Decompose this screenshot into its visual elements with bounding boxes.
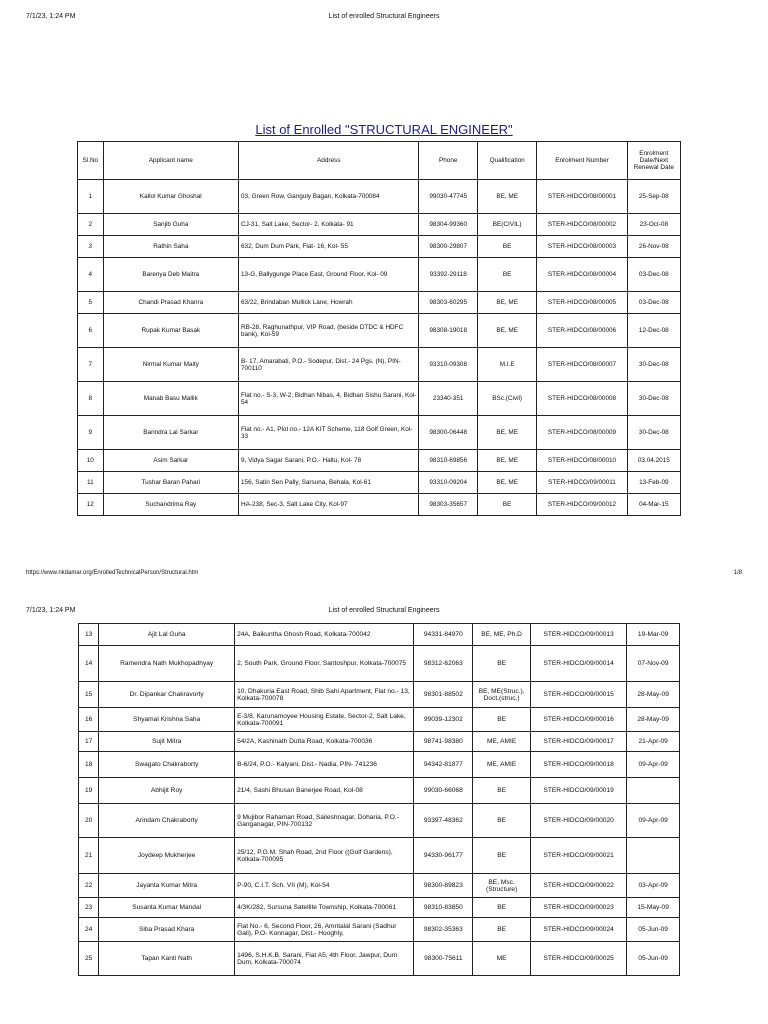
enrolment-number-cell: STER-HIDCO/09/00019 <box>530 778 626 804</box>
sl-cell: 18 <box>79 752 99 778</box>
sl-cell: 17 <box>79 732 99 752</box>
enrolment-number-cell: STER-HIDCO/09/00020 <box>530 804 626 838</box>
name-cell: Sujit Mitra <box>99 732 235 752</box>
print-title: List of enrolled Structural Engineers <box>328 13 440 20</box>
qualification-cell: BE, ME <box>477 180 536 214</box>
address-cell: Flat No.- 6, Second Floor, 26, Amritalal Sarani (Sadhur Gali), P.O- Konnagar, Dist.- Hooghly, <box>235 918 414 942</box>
col-header-enrolment-number: Enrolment Number <box>537 142 627 180</box>
address-cell: 632, Dum Dum Park, Flat- 16, Kol- 55 <box>238 236 418 258</box>
qualification-cell: BE <box>473 898 531 918</box>
enrolment-date-cell: 03-Dec-08 <box>627 258 680 292</box>
enrolment-number-cell: STER-HIDCO/09/00017 <box>530 732 626 752</box>
enrolment-date-cell: 23-Oct-08 <box>627 214 680 236</box>
table-row <box>79 708 680 732</box>
name-cell: Abhijit Roy <box>99 778 235 804</box>
phone-cell: 93397-48362 <box>414 804 473 838</box>
sl-cell: 25 <box>79 942 99 976</box>
enrolment-number-cell: STER-HIDCO/08/00010 <box>537 450 627 472</box>
qualification-cell: BE, ME <box>477 416 536 450</box>
table-row <box>79 942 680 976</box>
print-header <box>0 10 768 24</box>
sl-cell: 3 <box>78 236 104 258</box>
name-cell: Shyamal Krishna Saha <box>99 708 235 732</box>
table-row <box>79 804 680 838</box>
name-cell: Chandi Prasad Khanra <box>103 292 238 314</box>
address-cell: 9 Mujibor Rahaman Road, Saileshnagar, Doharia, P.O.- Ganganagar, PIN-700132 <box>235 804 414 838</box>
enrolment-number-cell: STER-HIDCO/09/00015 <box>530 682 626 708</box>
enrolment-number-cell: STER-HIDCO/08/00005 <box>537 292 627 314</box>
print-datetime-page2: 7/1/23, 1:24 PM <box>26 607 76 614</box>
table-row <box>79 752 680 778</box>
table-row <box>78 472 681 494</box>
phone-cell: 98308-19018 <box>419 314 477 348</box>
qualification-cell: BE <box>473 646 531 682</box>
enrolment-number-cell: STER-HIDCO/08/00004 <box>537 258 627 292</box>
enrolment-date-cell: 28-May-09 <box>627 682 680 708</box>
col-header-qualification: Qualification <box>477 142 536 180</box>
enrolment-number-cell: STER-HIDCO/08/00002 <box>537 214 627 236</box>
phone-cell: 98741-98380 <box>414 732 473 752</box>
name-cell: Swagato Chakraborty <box>99 752 235 778</box>
sl-cell: 12 <box>78 494 104 516</box>
sl-cell: 23 <box>79 898 99 918</box>
name-cell: Jayanta Kumar Mitra <box>99 874 235 898</box>
table-row <box>78 314 681 348</box>
col-header-phone: Phone <box>419 142 477 180</box>
qualification-cell: BE, ME <box>477 450 536 472</box>
col-header-address: Address <box>238 142 418 180</box>
table-row <box>79 646 680 682</box>
enrolment-date-cell: 09-Apr-09 <box>627 804 680 838</box>
engineers-table-page2 <box>78 623 680 976</box>
sl-cell: 4 <box>78 258 104 292</box>
enrolment-date-cell: 15-May-09 <box>627 898 680 918</box>
name-cell: Barenya Deb Maitra <box>103 258 238 292</box>
table-row <box>78 348 681 382</box>
enrolment-date-cell: 05-Jun-09 <box>627 942 680 976</box>
table-row <box>78 450 681 472</box>
enrolment-date-cell: 28-May-09 <box>627 708 680 732</box>
phone-cell: 94331-84970 <box>414 624 473 646</box>
table-row <box>79 778 680 804</box>
address-cell: 21/4, Sashi Bhusan Banerjee Road, Kol-08 <box>235 778 414 804</box>
sl-cell: 16 <box>79 708 99 732</box>
enrolment-number-cell: STER-HIDCO/09/00021 <box>530 838 626 874</box>
table-row <box>79 918 680 942</box>
qualification-cell: BE <box>477 258 536 292</box>
phone-cell: 98302-35363 <box>414 918 473 942</box>
sl-cell: 19 <box>79 778 99 804</box>
enrolment-date-cell: 26-Nov-08 <box>627 236 680 258</box>
enrolment-number-cell: STER-HIDCO/08/00001 <box>537 180 627 214</box>
name-cell: Sanjib Guha <box>103 214 238 236</box>
phone-cell: 98304-99360 <box>419 214 477 236</box>
name-cell: Ramendra Nath Mukhopadhyay <box>99 646 235 682</box>
enrolment-number-cell: STER-HIDCO/09/00023 <box>530 898 626 918</box>
table-row <box>79 624 680 646</box>
address-cell: 1496, S.H.K.B. Sarani, Flat A5, 4th Floor, Jawpur, Dum Dum, Kolkata-700074 <box>235 942 414 976</box>
qualification-cell: BE <box>473 804 531 838</box>
sl-cell: 8 <box>78 382 104 416</box>
table-row <box>78 236 681 258</box>
col-header-slno: Sl.No <box>78 142 104 180</box>
phone-cell: 98310-69856 <box>419 450 477 472</box>
qualification-cell: M.I.E <box>477 348 536 382</box>
address-cell: 4/3K/282, Sursuna Satellite Township, Kolkata-700061 <box>235 898 414 918</box>
table-row <box>78 416 681 450</box>
enrolment-date-cell <box>627 838 680 874</box>
address-cell: Flat no.- A1, Plot no.- 12A KIT Scheme, 118 Golf Green, Kol-33 <box>238 416 418 450</box>
enrolment-date-cell: 19-Mar-09 <box>627 624 680 646</box>
table-row <box>79 898 680 918</box>
name-cell: Siba Prasad Khara <box>99 918 235 942</box>
sl-cell: 20 <box>79 804 99 838</box>
sl-cell: 22 <box>79 874 99 898</box>
address-cell: HA-238, Sec-3, Salt Lake City, Kol-97 <box>238 494 418 516</box>
document-title: List of Enrolled "STRUCTURAL ENGINEER" <box>255 122 513 137</box>
print-header-page2 <box>0 604 768 618</box>
sl-cell: 2 <box>78 214 104 236</box>
address-cell: 2, South Park, Ground Floor, Santoshpur, Kolkata-700075 <box>235 646 414 682</box>
name-cell: Asim Sarkar <box>103 450 238 472</box>
address-cell: 156, Satin Sen Pally, Sarsuna, Behala, Kol-61 <box>238 472 418 494</box>
print-footer <box>0 566 768 580</box>
name-cell: Ajit Lal Guha <box>99 624 235 646</box>
phone-cell: 98303-60295 <box>419 292 477 314</box>
name-cell: Barindra Lal Sarkar <box>103 416 238 450</box>
enrolment-date-cell: 30-Dec-08 <box>627 416 680 450</box>
enrolment-number-cell: STER-HIDCO/09/00016 <box>530 708 626 732</box>
footer-url[interactable]: https://www.nkdamar.org/EnrolledTechnicalPerson/Structural.htm <box>26 570 199 576</box>
name-cell: Susanta Kumar Mandal <box>99 898 235 918</box>
table-row <box>78 180 681 214</box>
qualification-cell: ME, AMIE <box>473 752 531 778</box>
phone-cell: 93310-09308 <box>419 348 477 382</box>
phone-cell: 23340-351 <box>419 382 477 416</box>
phone-cell: 98300-89823 <box>414 874 473 898</box>
col-header-name: Applicant name <box>103 142 238 180</box>
enrolment-date-cell: 04-Mar-15 <box>627 494 680 516</box>
enrolment-date-cell: 07-Nov-09 <box>627 646 680 682</box>
enrolment-date-cell: 30-Dec-08 <box>627 382 680 416</box>
phone-cell: 98300-29807 <box>419 236 477 258</box>
col-header-enrolment-date: Enrolment Date/Next Renewal Date <box>627 142 680 180</box>
sl-cell: 6 <box>78 314 104 348</box>
qualification-cell: BE, ME, Ph.D <box>473 624 531 646</box>
address-cell: 25/12, P.G.M. Shah Road, 2nd Floor ((Golf Gardens), Kolkata-700095 <box>235 838 414 874</box>
sl-cell: 21 <box>79 838 99 874</box>
name-cell: Suchandrima Ray <box>103 494 238 516</box>
name-cell: Rupak Kumar Basak <box>103 314 238 348</box>
name-cell: Rathin Saha <box>103 236 238 258</box>
address-cell: E-3/8, Karunamoyee Housing Estate, Sector-2, Salt Lake, Kolkata-700091 <box>235 708 414 732</box>
table-row <box>78 292 681 314</box>
qualification-cell: BE <box>473 708 531 732</box>
enrolment-number-cell: STER-HIDCO/09/00018 <box>530 752 626 778</box>
sl-cell: 7 <box>78 348 104 382</box>
phone-cell: 98310-83850 <box>414 898 473 918</box>
sl-cell: 9 <box>78 416 104 450</box>
name-cell: Joydeep Mukherjee <box>99 838 235 874</box>
enrolment-date-cell: 03-Apr-09 <box>627 874 680 898</box>
sl-cell: 13 <box>79 624 99 646</box>
name-cell: Tapan Kanti Nath <box>99 942 235 976</box>
enrolment-number-cell: STER-HIDCO/08/00009 <box>537 416 627 450</box>
qualification-cell: BE <box>477 236 536 258</box>
print-title-page2: List of enrolled Structural Engineers <box>328 607 440 614</box>
qualification-cell: BE, ME <box>477 314 536 348</box>
table-row <box>79 682 680 708</box>
address-cell: 03, Green Row, Ganguly Bagan, Kolkata-700084 <box>238 180 418 214</box>
enrolment-date-cell: 21-Apr-09 <box>627 732 680 752</box>
address-cell: 10, Dhakuria East Road, Shib Sahi Apartment, Flat no.- 13, Kolkata-700078 <box>235 682 414 708</box>
table-header-row <box>78 142 681 180</box>
qualification-cell: BE <box>473 918 531 942</box>
table-row <box>78 258 681 292</box>
table-row <box>79 874 680 898</box>
table-row <box>78 382 681 416</box>
phone-cell: 98300-75611 <box>414 942 473 976</box>
name-cell: Kallol Kumar Ghoshal <box>103 180 238 214</box>
qualification-cell: ME, AMIE <box>473 732 531 752</box>
qualification-cell: BE, ME <box>477 292 536 314</box>
enrolment-date-cell: 25-Sep-08 <box>627 180 680 214</box>
enrolment-date-cell: 09-Apr-09 <box>627 752 680 778</box>
qualification-cell: ME <box>473 942 531 976</box>
enrolment-date-cell: 13-Feb-09 <box>627 472 680 494</box>
qualification-cell: BE, ME(Struc.), Doct.(struc.) <box>473 682 531 708</box>
enrolment-number-cell: STER-HIDCO/08/00003 <box>537 236 627 258</box>
phone-cell: 93392-29118 <box>419 258 477 292</box>
table-body-page2 <box>79 624 680 976</box>
phone-cell: 98301-88502 <box>414 682 473 708</box>
enrolment-number-cell: STER-HIDCO/09/00025 <box>530 942 626 976</box>
enrolment-number-cell: STER-HIDCO/09/00012 <box>537 494 627 516</box>
name-cell: Dr. Dipankar Chakravorty <box>99 682 235 708</box>
enrolment-date-cell: 05-Jun-09 <box>627 918 680 942</box>
enrolment-number-cell: STER-HIDCO/08/00008 <box>537 382 627 416</box>
footer-page-number: 1/8 <box>733 570 742 576</box>
sl-cell: 15 <box>79 682 99 708</box>
enrolment-number-cell: STER-HIDCO/09/00011 <box>537 472 627 494</box>
sl-cell: 14 <box>79 646 99 682</box>
address-cell: B-6/24, P.O.- Kalyani, Dist.- Nadia, PIN- 741236 <box>235 752 414 778</box>
address-cell: 24A, Baikuntha Ghosh Road, Kolkata-700042 <box>235 624 414 646</box>
phone-cell: 99039-12302 <box>414 708 473 732</box>
address-cell: 63/22, Brindaban Mullick Lane, Howrah <box>238 292 418 314</box>
table-body-page1 <box>78 180 681 516</box>
address-cell: P-90, C.I.T. Sch. VII (M), Kol-54 <box>235 874 414 898</box>
enrolment-number-cell: STER-HIDCO/08/00007 <box>537 348 627 382</box>
enrolment-date-cell: 12-Dec-08 <box>627 314 680 348</box>
enrolment-date-cell: 03-Dec-08 <box>627 292 680 314</box>
sl-cell: 24 <box>79 918 99 942</box>
sl-cell: 1 <box>78 180 104 214</box>
enrolment-number-cell: STER-HIDCO/08/00006 <box>537 314 627 348</box>
qualification-cell: BE, ME <box>477 472 536 494</box>
table-row <box>79 732 680 752</box>
phone-cell: 99030-47745 <box>419 180 477 214</box>
phone-cell: 93310-09204 <box>419 472 477 494</box>
name-cell: Arindam Chakraborty <box>99 804 235 838</box>
address-cell: B- 17, Amarabati, P.O.- Sodepur, Dist.- 24 Pgs. (N), PIN- 700110 <box>238 348 418 382</box>
name-cell: Nirmal Kumar Maity <box>103 348 238 382</box>
sl-cell: 11 <box>78 472 104 494</box>
enrolment-number-cell: STER-HIDCO/09/00013 <box>530 624 626 646</box>
sl-cell: 10 <box>78 450 104 472</box>
address-cell: RB-28, Raghunathpur, VIP Road, (beside DTDC & HDFC bank), Kol-59 <box>238 314 418 348</box>
phone-cell: 98300-06448 <box>419 416 477 450</box>
enrolment-number-cell: STER-HIDCO/09/00014 <box>530 646 626 682</box>
print-datetime: 7/1/23, 1:24 PM <box>26 13 76 20</box>
qualification-cell: BE <box>473 838 531 874</box>
address-cell: 54/2A, Kashinath Dutta Road, Kolkata-700036 <box>235 732 414 752</box>
table-row <box>78 494 681 516</box>
enrolment-number-cell: STER-HIDCO/09/00022 <box>530 874 626 898</box>
address-cell: CJ-31, Salt Lake, Sector- 2, Kolkata- 91 <box>238 214 418 236</box>
qualification-cell: BE <box>473 778 531 804</box>
address-cell: 9, Vidya Sagar Sarani, P.O.- Haltu, Kol- 78 <box>238 450 418 472</box>
table-row <box>79 838 680 874</box>
enrolment-date-cell: 03.04.2015 <box>627 450 680 472</box>
phone-cell: 94330-96177 <box>414 838 473 874</box>
qualification-cell: BE <box>477 494 536 516</box>
enrolment-date-cell <box>627 778 680 804</box>
qualification-cell: BE, Msc.(Structure) <box>473 874 531 898</box>
sl-cell: 5 <box>78 292 104 314</box>
phone-cell: 98303-35657 <box>419 494 477 516</box>
phone-cell: 98312-62063 <box>414 646 473 682</box>
enrolment-date-cell: 30-Dec-08 <box>627 348 680 382</box>
name-cell: Manab Basu Mallik <box>103 382 238 416</box>
phone-cell: 99030-66068 <box>414 778 473 804</box>
qualification-cell: BE(CIVIL) <box>477 214 536 236</box>
name-cell: Tushar Baran Pahari <box>103 472 238 494</box>
address-cell: Flat no.- S-3, W-2, Bidhan Nibas, 4, Bidhan Sishu Sarani, Kol-54 <box>238 382 418 416</box>
table-row <box>78 214 681 236</box>
phone-cell: 94342-81877 <box>414 752 473 778</box>
enrolment-number-cell: STER-HIDCO/09/00024 <box>530 918 626 942</box>
address-cell: 13-G, Ballygunge Place East, Ground Floor, Kol- 09 <box>238 258 418 292</box>
engineers-table-page1 <box>77 141 681 516</box>
qualification-cell: BSc.(Civil) <box>477 382 536 416</box>
